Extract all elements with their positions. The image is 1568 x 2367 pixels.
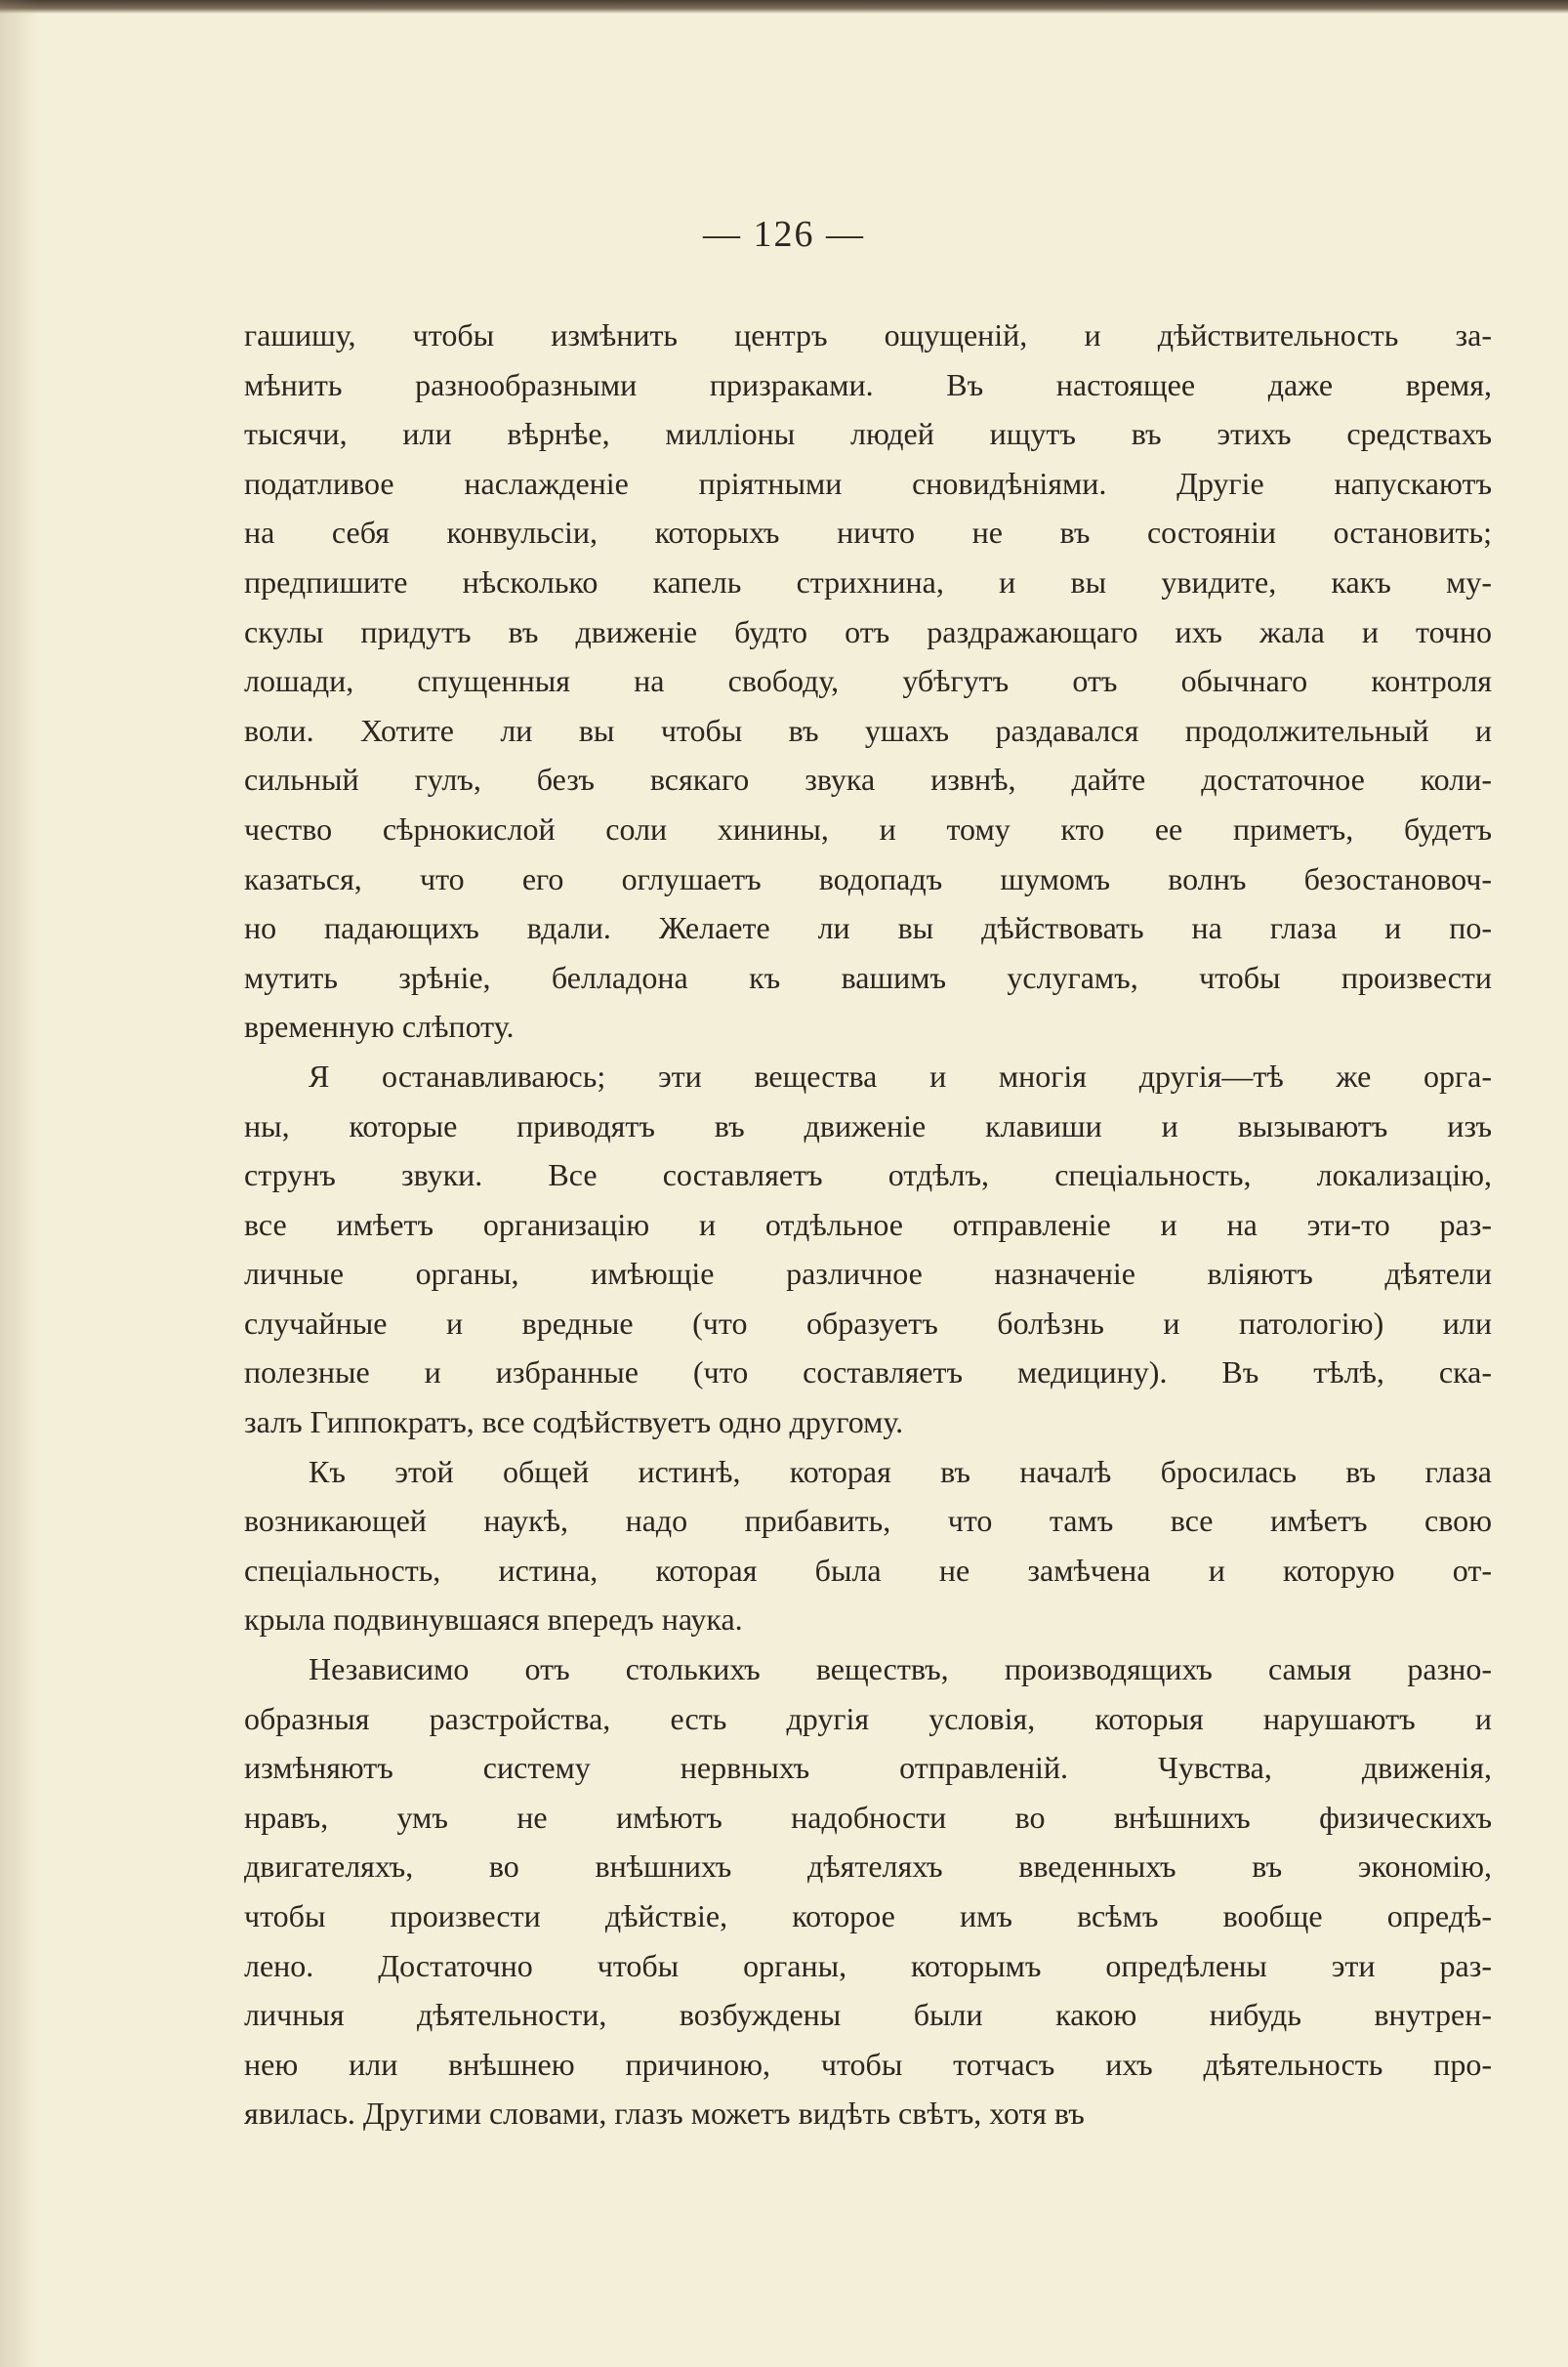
text-line: Независимо отъ столькихъ веществъ, производящихъ самыя разно- [309,1651,1492,1687]
text-line: возникающей наукѣ, надо прибавить, что тамъ все имѣетъ свою [244,1503,1492,1539]
text-line: спеціальность, истина, которая была не замѣчена и которую от- [244,1552,1492,1588]
text-line: гашишу, чтобы измѣнить центръ ощущеній, и дѣйствительность за- [244,317,1492,353]
text-line: лено. Достаточно чтобы органы, которымъ опредѣлены эти раз- [244,1947,1492,1983]
text-line: измѣняютъ систему нервныхъ отправленій. Чувства, движенія, [244,1750,1492,1786]
text-line: крыла подвинувшаяся впередъ наука. [244,1601,743,1638]
text-line: Я останавливаюсь; эти вещества и многія другія—тѣ же орга- [309,1058,1492,1094]
text-line: Къ этой общей истинѣ, которая въ началѣ бросилась въ глаза [309,1453,1492,1489]
text-line: залъ Гиппократъ, все содѣйствуетъ одно другому. [244,1404,904,1440]
page-number: — 126 — [703,214,865,255]
text-line: сильный гулъ, безъ всякаго звука извнѣ, дайте достаточное коли- [244,762,1492,798]
page-top-edge [0,0,1568,14]
text-line: податливое наслажденіе пріятными сновидѣніями. Другіе напускаютъ [244,465,1492,501]
text-line: личныя дѣятельности, возбуждены были какою нибудь внутрен- [244,1997,1492,2033]
text-line: двигателяхъ, во внѣшнихъ дѣятеляхъ введенныхъ въ экономію, [244,1848,1492,1885]
text-line: ны, которые приводятъ въ движеніе клавиши и вызываютъ изъ [244,1107,1492,1143]
text-line: но падающихъ вдали. Желаете ли вы дѣйствовать на глаза и по- [244,910,1492,946]
text-body [244,311,1492,2139]
text-line: предпишите нѣсколько капель стрихнина, и вы увидите, какъ му- [244,563,1492,600]
text-line: нравъ, умъ не имѣютъ надобности во внѣшнихъ физическихъ [244,1799,1492,1835]
text-line: чтобы произвести дѣйствіе, которое имъ всѣмъ вообще опредѣ- [244,1898,1492,1933]
text-line: личные органы, имѣющіе различное назначеніе вліяютъ дѣятели [244,1256,1492,1292]
text-line: струнъ звуки. Все составляетъ отдѣлъ, спеціальность, локализацію, [244,1157,1492,1193]
text-line: мѣнить разнообразными призраками. Въ настоящее даже время, [244,366,1492,402]
text-line: все имѣетъ организацію и отдѣльное отправленіе и на эти-то раз- [244,1206,1492,1242]
paragraph-p2 [244,1052,1492,1447]
text-line: казаться, что его оглушаетъ водопадъ шумомъ волнъ безостановоч- [244,860,1492,896]
text-line: нею или внѣшнею причиною, чтобы тотчасъ ихъ дѣятельность про- [244,2046,1492,2082]
text-line: чество сѣрнокислой соли хинины, и тому кто ее приметъ, будетъ [244,810,1492,847]
page-left-shade [0,0,39,2367]
text-line: на себя конвульсіи, которыхъ ничто не въ состояніи остановить; [244,515,1492,551]
text-line: образныя разстройства, есть другія условія, которыя нарушаютъ и [244,1700,1492,1736]
paragraph-p1 [244,311,1492,1052]
text-line: воли. Хотите ли вы чтобы въ ушахъ раздавался продолжительный и [244,712,1492,748]
paragraph-p4 [244,1644,1492,2139]
text-line: тысячи, или вѣрнѣе, милліоны людей ищутъ въ этихъ средствахъ [244,416,1492,452]
text-line: скулы придутъ въ движеніе будто отъ раздражающаго ихъ жала и точно [244,613,1492,649]
text-line: явилась. Другими словами, глазъ можетъ видѣть свѣтъ, хотя въ [244,2096,1085,2132]
text-line: случайные и вредные (что образуетъ болѣзнь и патологію) или [244,1305,1492,1341]
paragraph-p3 [244,1447,1492,1644]
text-line: полезные и избранные (что составляетъ медицину). Въ тѣлѣ, ска- [244,1354,1492,1391]
text-line: мутить зрѣніе, белладона къ вашимъ услугамъ, чтобы произвести [244,959,1492,995]
text-line: временную слѣпоту. [244,1009,515,1045]
text-line: лошади, спущенныя на свободу, убѣгутъ отъ обычнаго контроля [244,663,1492,699]
